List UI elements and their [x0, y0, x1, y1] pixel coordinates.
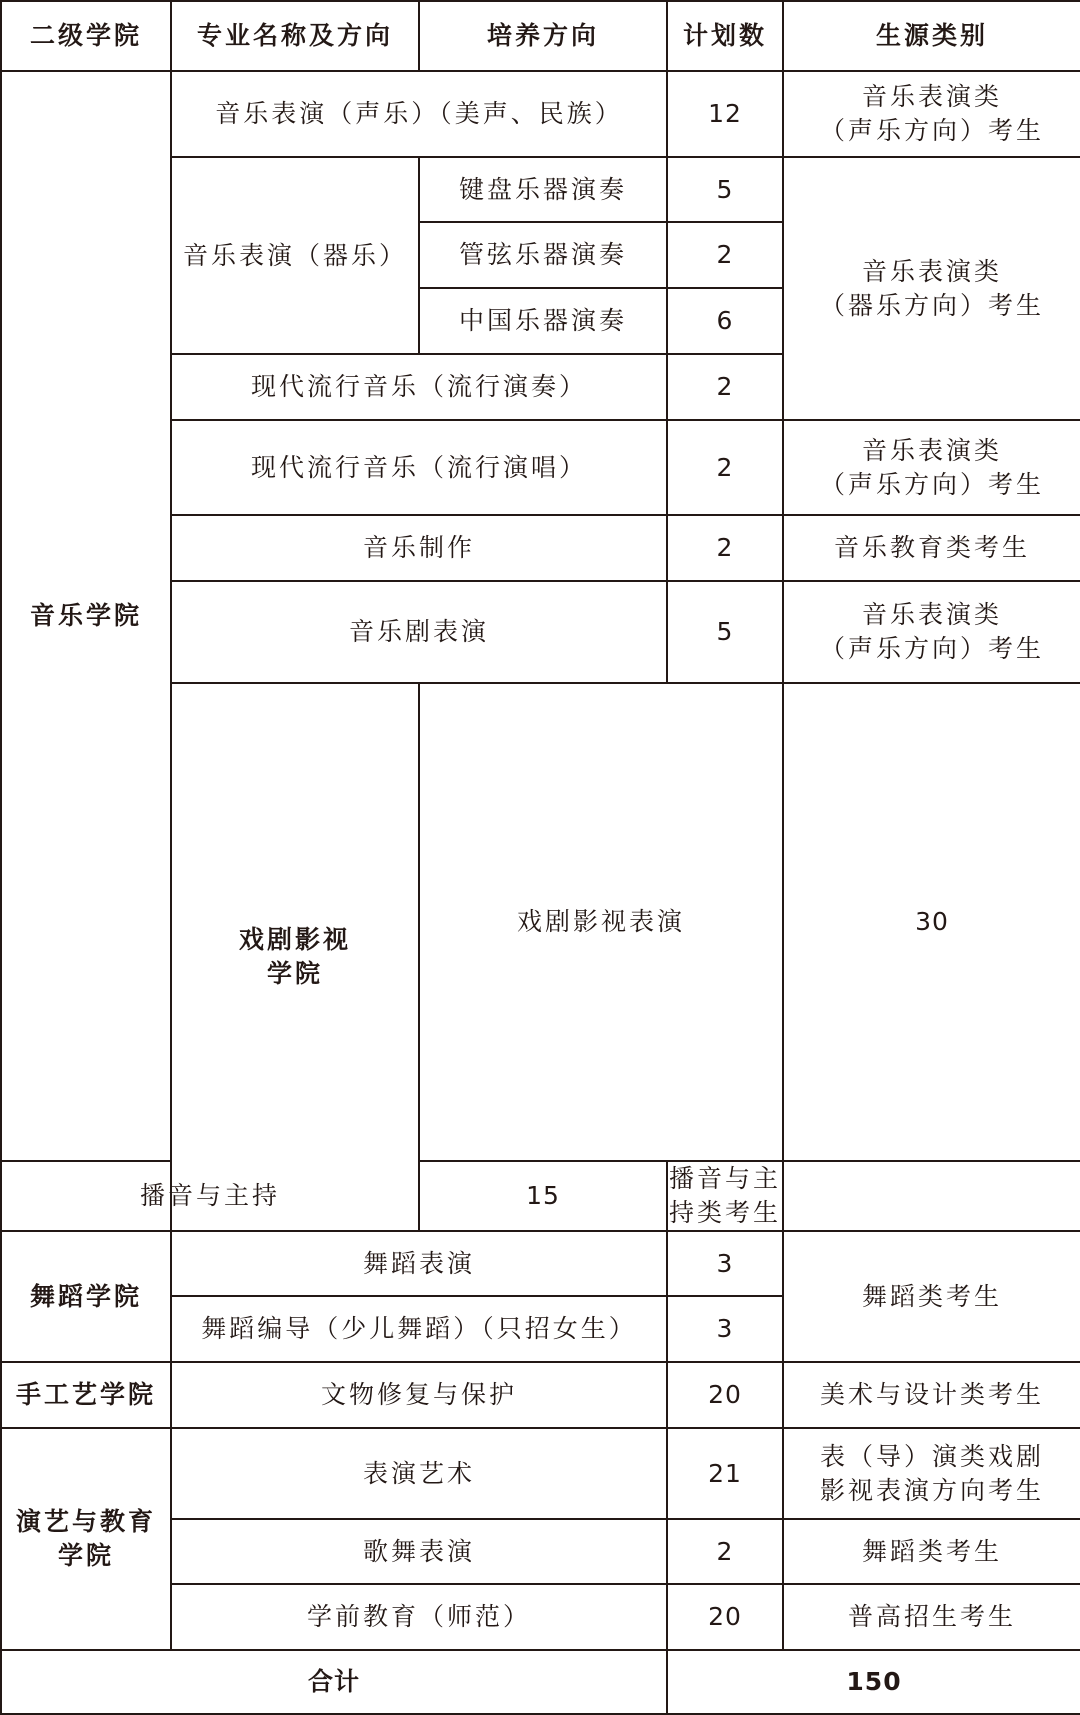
table-row	[1, 1231, 1080, 1296]
plan-cell: 20	[667, 1584, 783, 1650]
header-direction: 培养方向	[419, 1, 667, 71]
major-cell: 戏剧影视表演	[419, 683, 783, 1161]
major-cell: 现代流行音乐（流行演唱）	[171, 420, 667, 515]
major-cell: 音乐剧表演	[171, 581, 667, 683]
source-line: （声乐方向）考生	[819, 469, 1044, 499]
header-row	[1, 1, 1080, 71]
major-cell: 表演艺术	[171, 1428, 667, 1519]
source-cell: 普高招生考生	[783, 1584, 1080, 1650]
college-performing-education	[1, 1428, 171, 1650]
college-line: 演艺与教育	[15, 1507, 156, 1536]
plan-cell: 5	[667, 581, 783, 683]
source-line: （声乐方向）考生	[819, 116, 1044, 145]
plan-cell: 3	[667, 1231, 783, 1296]
college-line: 学院	[57, 1541, 114, 1570]
college-drama	[171, 683, 419, 1231]
source-cell	[783, 157, 1080, 420]
major-cell: 舞蹈表演	[171, 1231, 667, 1296]
table-row	[1, 1362, 1080, 1428]
direction-cell: 中国乐器演奏	[419, 288, 667, 354]
source-line: （声乐方向）考生	[819, 634, 1044, 663]
source-cell: 播音与主持类考生	[667, 1161, 783, 1231]
major-cell: 学前教育（师范）	[171, 1584, 667, 1650]
plan-cell: 3	[667, 1296, 783, 1362]
source-cell: 舞蹈类考生	[783, 1231, 1080, 1362]
table-row	[1, 1161, 1080, 1231]
plan-cell: 2	[667, 1519, 783, 1584]
plan-cell: 12	[667, 71, 783, 157]
header-major: 专业名称及方向	[171, 1, 419, 71]
source-cell: 美术与设计类考生	[783, 1362, 1080, 1428]
source-cell: 音乐教育类考生	[783, 515, 1080, 581]
plan-cell: 2	[667, 420, 783, 515]
plan-cell: 30	[783, 683, 1080, 1161]
source-line: 音乐表演类	[861, 435, 1002, 465]
plan-cell: 21	[667, 1428, 783, 1519]
total-label: 合计	[1, 1650, 667, 1714]
major-cell: 舞蹈编导（少儿舞蹈）（只招女生）	[171, 1296, 667, 1362]
direction-cell: 管弦乐器演奏	[419, 222, 667, 288]
source-cell: 舞蹈类考生	[783, 1519, 1080, 1584]
plan-cell: 2	[667, 515, 783, 581]
major-cell: 播音与主持	[1, 1161, 419, 1231]
plan-cell: 6	[667, 288, 783, 354]
plan-cell: 5	[667, 157, 783, 222]
table-row	[1, 71, 1080, 157]
source-line: 音乐表演类	[861, 256, 1002, 286]
source-line: 音乐表演类	[861, 600, 1002, 629]
source-cell	[783, 581, 1080, 683]
total-value: 150	[667, 1650, 1080, 1714]
source-line: 音乐表演类	[861, 82, 1002, 111]
college-dance: 舞蹈学院	[1, 1231, 171, 1362]
plan-cell: 20	[667, 1362, 783, 1428]
plan-cell: 15	[419, 1161, 667, 1231]
college-craft: 手工艺学院	[1, 1362, 171, 1428]
source-line: （器乐方向）考生	[819, 290, 1044, 320]
major-cell: 音乐表演（器乐）	[171, 157, 419, 354]
college-line: 戏剧影视	[238, 925, 351, 954]
major-cell: 音乐制作	[171, 515, 667, 581]
major-cell: 歌舞表演	[171, 1519, 667, 1584]
major-cell: 现代流行音乐（流行演奏）	[171, 354, 667, 420]
major-cell: 文物修复与保护	[171, 1362, 667, 1428]
direction-cell: 键盘乐器演奏	[419, 157, 667, 222]
plan-cell: 2	[667, 222, 783, 288]
source-cell	[783, 420, 1080, 515]
total-row	[1, 1650, 1080, 1714]
source-line: 影视表演方向考生	[819, 1475, 1044, 1505]
source-line: 表（导）演类戏剧	[819, 1441, 1044, 1471]
plan-cell: 2	[667, 354, 783, 420]
college-music: 音乐学院	[1, 71, 171, 1161]
source-cell	[783, 71, 1080, 157]
header-college: 二级学院	[1, 1, 171, 71]
college-line: 学院	[266, 959, 323, 988]
source-cell	[783, 1428, 1080, 1519]
table-row	[1, 1428, 1080, 1519]
major-cell: 音乐表演（声乐）（美声、民族）	[171, 71, 667, 157]
header-source: 生源类别	[783, 1, 1080, 71]
header-plan: 计划数	[667, 1, 783, 71]
